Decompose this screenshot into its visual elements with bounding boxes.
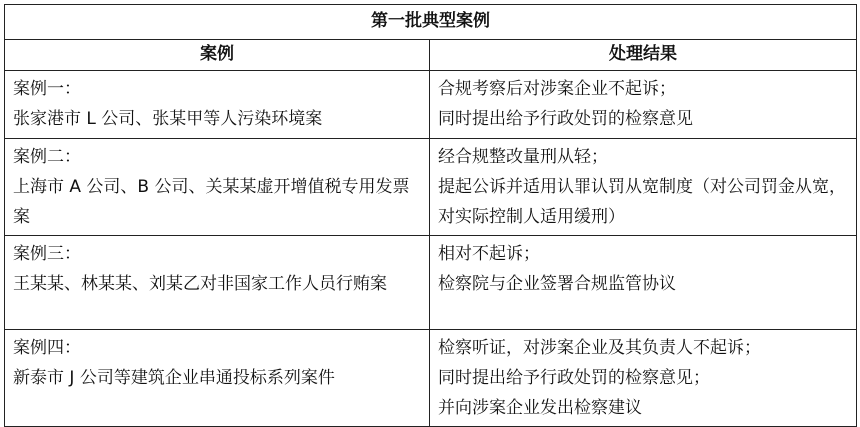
result-line: 提起公诉并适用认罪认罚从宽制度（对公司罚金从宽，对实际控制人适用缓刑） (438, 177, 846, 227)
table-header-row (5, 40, 857, 71)
result-cell (430, 71, 857, 139)
column-header-case: 案例 (5, 40, 430, 71)
result-line: 同时提出给予行政处罚的检察意见； (438, 368, 710, 388)
result-line: 检察听证，对涉案企业及其负责人不起诉； (438, 338, 761, 358)
table-title: 第一批典型案例 (5, 5, 857, 40)
result-line: 同时提出给予行政处罚的检察意见 (438, 109, 693, 129)
case-label: 案例一： (13, 79, 81, 99)
case-label: 案例二： (13, 147, 81, 167)
case-cell (5, 330, 430, 427)
typical-cases-table (4, 4, 857, 427)
result-cell (430, 330, 857, 427)
result-cell (430, 139, 857, 236)
case-description: 张家港市 L 公司、张某甲等人污染环境案 (13, 109, 323, 129)
result-line: 经合规整改量刑从轻； (438, 147, 608, 167)
table-title-row (5, 5, 857, 40)
column-header-result: 处理结果 (430, 40, 857, 71)
table-row (5, 330, 857, 427)
case-description: 上海市 A 公司、B 公司、关某某虚开增值税专用发票案 (13, 177, 410, 227)
case-label: 案例四： (13, 338, 81, 358)
case-cell (5, 71, 430, 139)
case-cell (5, 139, 430, 236)
table-row (5, 139, 857, 236)
result-line: 合规考察后对涉案企业不起诉； (438, 79, 676, 99)
result-cell (430, 236, 857, 330)
result-line: 相对不起诉； (438, 244, 540, 264)
table-row (5, 71, 857, 139)
case-label: 案例三： (13, 244, 81, 264)
case-description: 王某某、林某某、刘某乙对非国家工作人员行贿案 (13, 274, 387, 294)
case-description: 新泰市 J 公司等建筑企业串通投标系列案件 (13, 368, 335, 388)
result-line: 并向涉案企业发出检察建议 (438, 398, 642, 418)
table-row (5, 236, 857, 330)
case-cell (5, 236, 430, 330)
result-line: 检察院与企业签署合规监管协议 (438, 274, 676, 294)
